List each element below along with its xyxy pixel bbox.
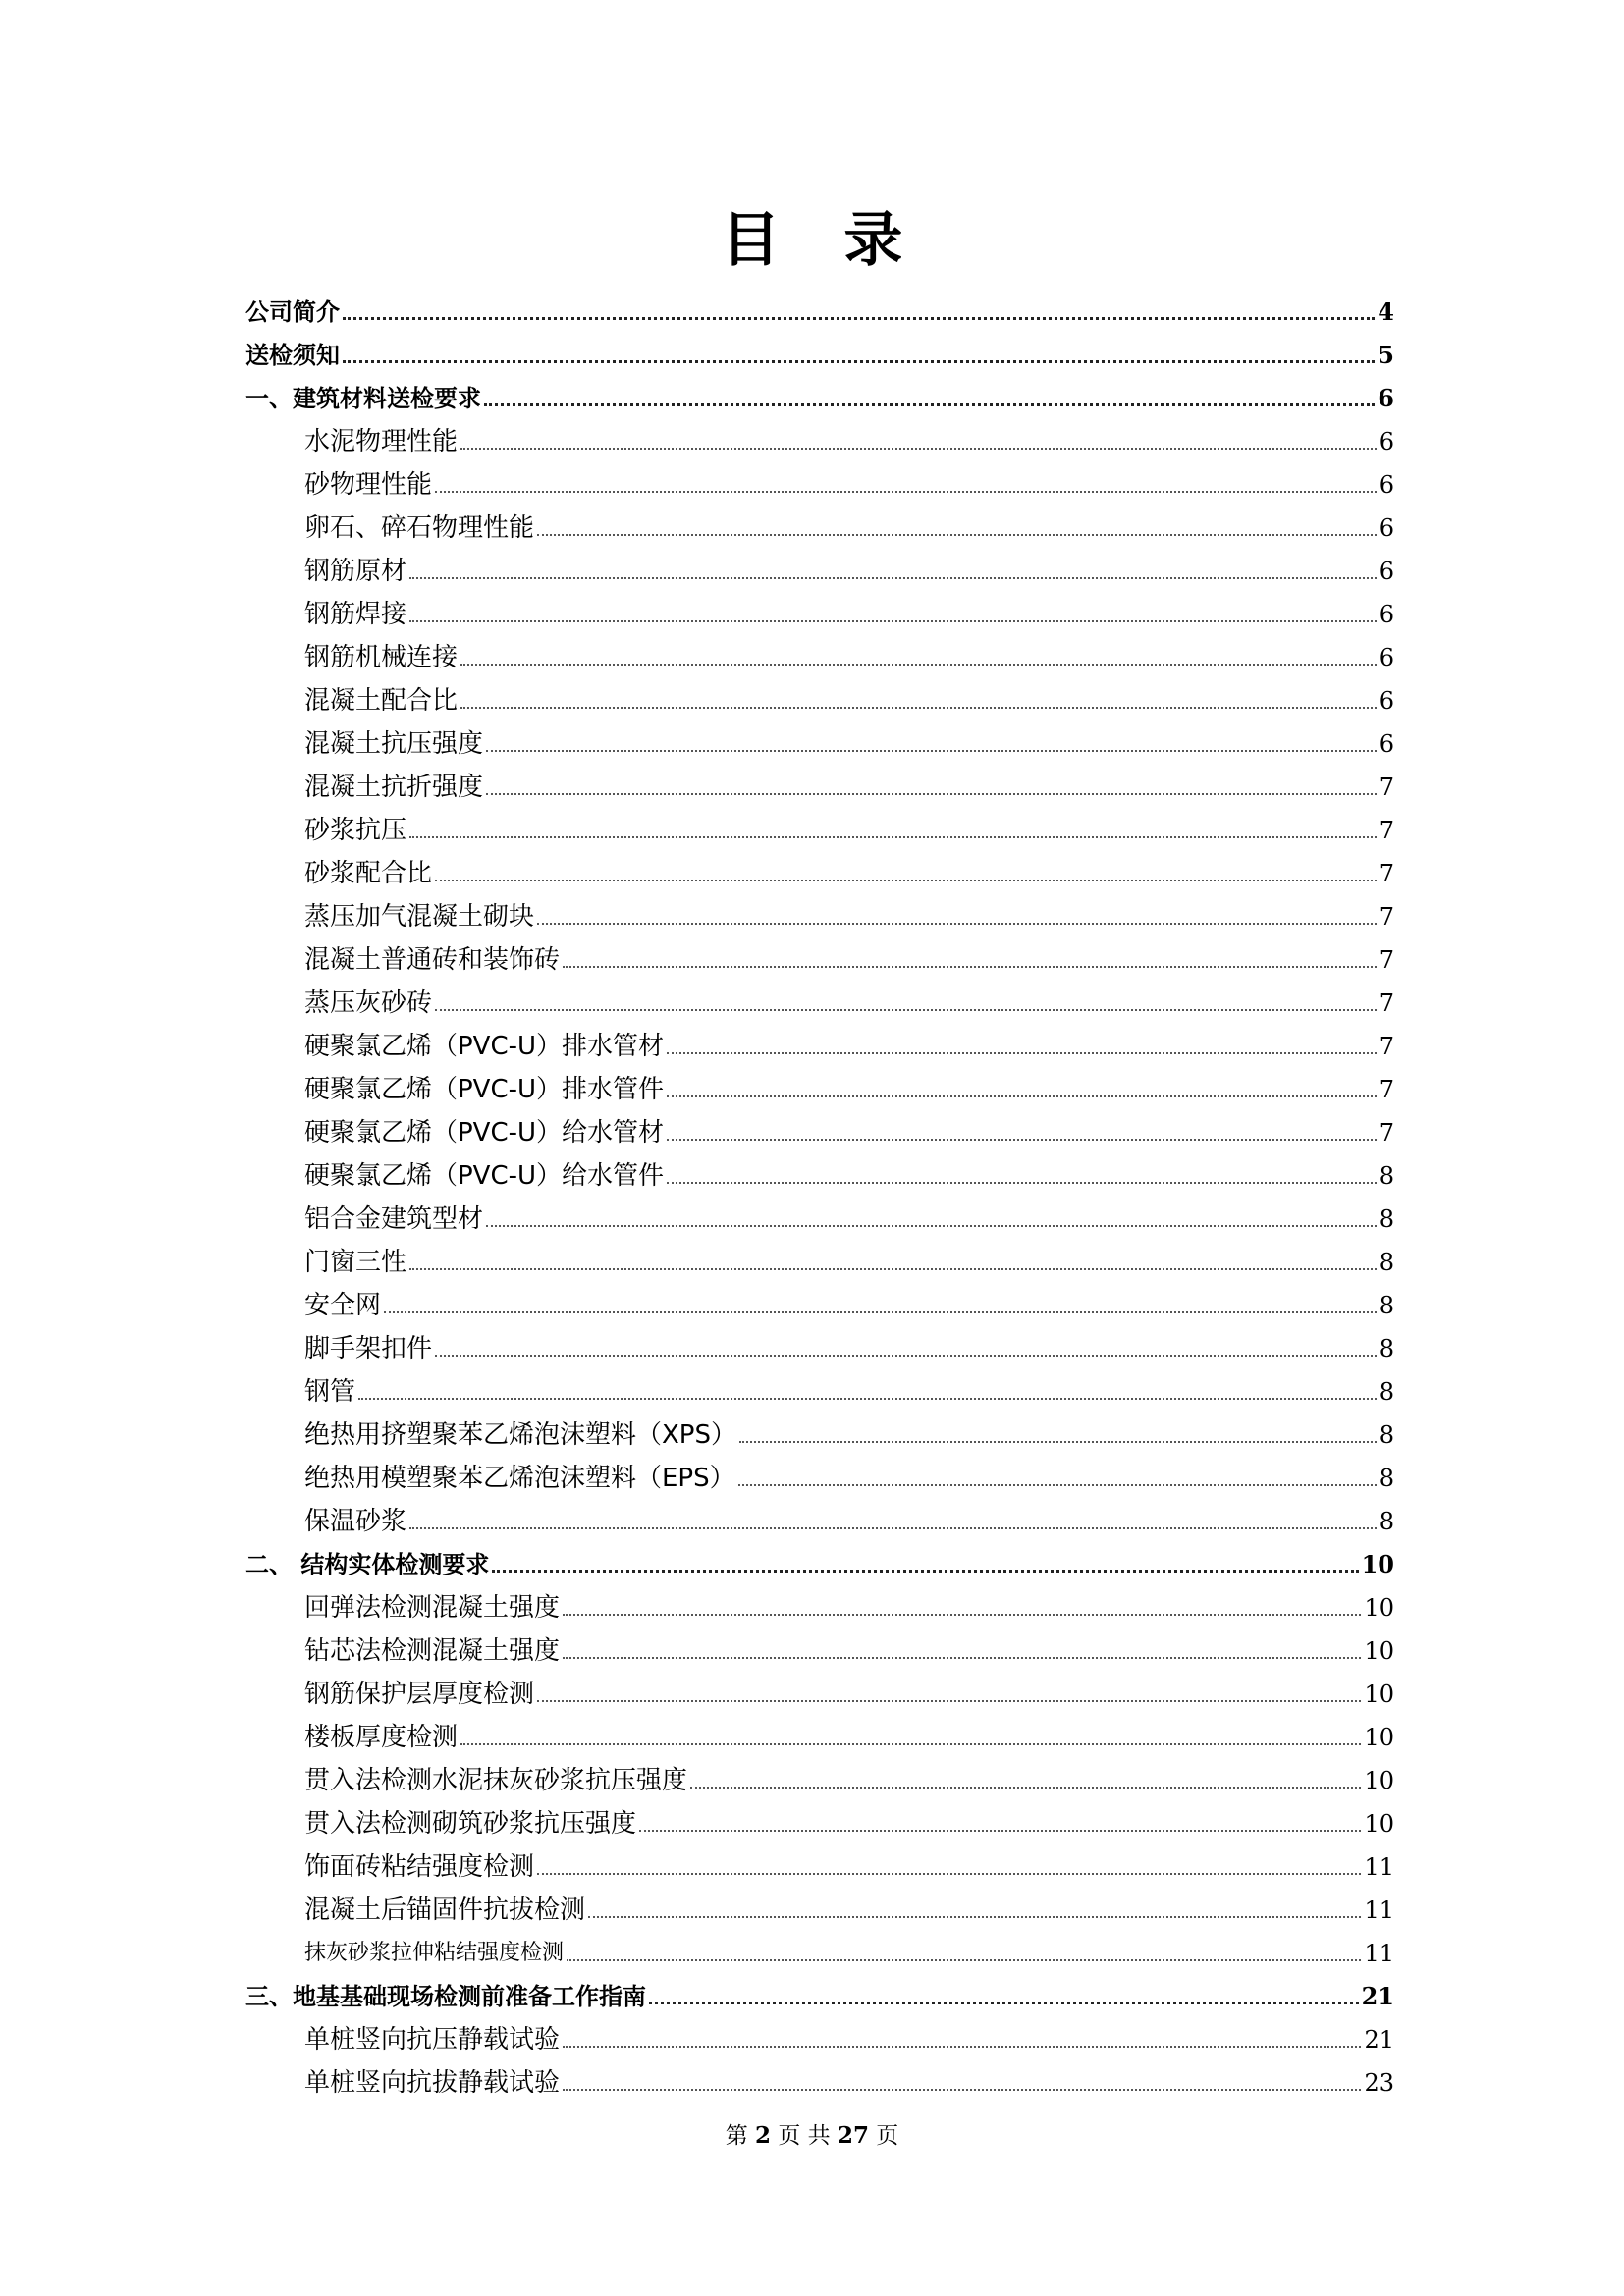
toc-entry-page-number: 10 xyxy=(1364,1767,1394,1794)
toc-entry-title: 二、 结构实体检测要求 xyxy=(245,1551,490,1578)
footer-suffix: 页 xyxy=(876,2123,899,2149)
toc-entry-title: 绝热用挤塑聚苯乙烯泡沫塑料（XPS） xyxy=(304,1420,736,1450)
toc-dot-leader xyxy=(435,491,1377,493)
toc-entry-page-number: 8 xyxy=(1379,1421,1394,1449)
toc-entry-title: 混凝土抗压强度 xyxy=(304,729,484,759)
toc-entry[interactable] xyxy=(245,1236,1394,1279)
toc-entry-title: 混凝土普通砖和装饰砖 xyxy=(304,945,561,975)
toc-entry-title: 单桩竖向抗压静载试验 xyxy=(304,2025,561,2055)
toc-entry-page-number: 8 xyxy=(1379,1508,1394,1535)
toc-entry[interactable] xyxy=(245,1409,1394,1452)
toc-entry-title: 水泥物理性能 xyxy=(304,427,459,456)
toc-entry-page-number: 8 xyxy=(1379,1249,1394,1276)
toc-dot-leader xyxy=(460,1743,1361,1745)
toc-dot-leader xyxy=(435,1009,1377,1011)
toc-dot-leader xyxy=(563,1614,1361,1616)
toc-entry-page-number: 8 xyxy=(1379,1465,1394,1492)
toc-entry-page-number: 6 xyxy=(1379,514,1394,542)
footer-middle: 页 共 xyxy=(778,2123,831,2149)
toc-dot-leader xyxy=(460,448,1377,450)
toc-entry-title: 蒸压灰砂砖 xyxy=(304,988,433,1018)
toc-entry[interactable] xyxy=(245,2013,1394,2056)
toc-entry[interactable] xyxy=(245,458,1394,502)
toc-entry-page-number: 10 xyxy=(1364,1681,1394,1708)
toc-entry-page-number: 5 xyxy=(1378,341,1394,369)
toc-entry-title: 抹灰砂浆拉伸粘结强度检测 xyxy=(304,1941,565,1965)
toc-entry-page-number: 7 xyxy=(1379,817,1394,844)
toc-entry-page-number: 7 xyxy=(1379,1076,1394,1103)
toc-entry[interactable] xyxy=(245,1754,1394,1797)
toc-dot-leader xyxy=(667,1095,1377,1097)
toc-entry[interactable] xyxy=(245,1193,1394,1236)
toc-entry[interactable] xyxy=(245,847,1394,890)
toc-entry-title: 回弹法检测混凝土强度 xyxy=(304,1593,561,1623)
toc-entry-title: 送检须知 xyxy=(245,342,340,369)
toc-entry-title: 硬聚氯乙烯（PVC-U）给水管材 xyxy=(304,1118,665,1148)
toc-dot-leader xyxy=(649,2002,1359,2004)
toc-entry-page-number: 7 xyxy=(1379,989,1394,1017)
toc-entry[interactable] xyxy=(245,1279,1394,1322)
toc-entry-page-number: 10 xyxy=(1364,1810,1394,1838)
toc-dot-leader xyxy=(486,793,1377,795)
toc-entry-title: 蒸压加气混凝土砌块 xyxy=(304,902,535,932)
toc-entry[interactable] xyxy=(245,1452,1394,1495)
toc-entry-title: 混凝土抗折强度 xyxy=(304,773,484,802)
toc-entry-title: 硬聚氯乙烯（PVC-U）排水管件 xyxy=(304,1075,665,1104)
toc-dot-leader xyxy=(667,1052,1377,1054)
toc-entry-page-number: 4 xyxy=(1378,297,1394,326)
toc-entry-page-number: 6 xyxy=(1379,687,1394,715)
toc-entry[interactable] xyxy=(245,1581,1394,1625)
toc-dot-leader xyxy=(486,1225,1377,1227)
page-footer xyxy=(0,2120,1624,2152)
toc-entry-title: 贯入法检测水泥抹灰砂浆抗压强度 xyxy=(304,1766,688,1795)
toc-entry-page-number: 11 xyxy=(1364,1896,1394,1924)
footer-total-pages: 27 xyxy=(837,2122,869,2149)
toc-section-entry[interactable] xyxy=(245,372,1394,415)
toc-entry[interactable] xyxy=(245,1927,1394,1970)
toc-dot-leader xyxy=(492,1570,1358,1573)
toc-entry-page-number: 7 xyxy=(1379,1119,1394,1147)
toc-entry[interactable] xyxy=(245,631,1394,674)
toc-dot-leader xyxy=(567,1959,1361,1961)
toc-entry-title: 一、建筑材料送检要求 xyxy=(245,385,481,412)
toc-entry[interactable] xyxy=(245,502,1394,545)
toc-entry-page-number: 7 xyxy=(1379,903,1394,931)
toc-entry-page-number: 7 xyxy=(1379,774,1394,801)
toc-entry[interactable] xyxy=(245,588,1394,631)
toc-dot-leader xyxy=(486,750,1377,752)
toc-entry[interactable] xyxy=(245,1020,1394,1063)
toc-entry-title: 钻芯法检测混凝土强度 xyxy=(304,1636,561,1666)
toc-entry-title: 脚手架扣件 xyxy=(304,1334,433,1363)
toc-dot-leader xyxy=(409,1268,1377,1270)
toc-entry[interactable] xyxy=(245,977,1394,1020)
toc-entry-title: 钢管 xyxy=(304,1377,356,1407)
toc-dot-leader xyxy=(537,534,1377,536)
toc-entry[interactable] xyxy=(245,1495,1394,1538)
toc-dot-leader xyxy=(435,1355,1377,1357)
toc-entry[interactable] xyxy=(245,934,1394,977)
toc-dot-leader xyxy=(563,2046,1361,2048)
toc-entry-page-number: 6 xyxy=(1379,644,1394,671)
toc-entry-title: 卵石、碎石物理性能 xyxy=(304,513,535,543)
toc-dot-leader xyxy=(435,880,1377,881)
toc-entry[interactable] xyxy=(245,2056,1394,2100)
toc-entry-page-number: 21 xyxy=(1361,1982,1394,2010)
toc-entry-page-number: 6 xyxy=(1379,601,1394,628)
toc-entry-title: 绝热用模塑聚苯乙烯泡沫塑料（EPS） xyxy=(304,1464,735,1493)
toc-entry-page-number: 8 xyxy=(1379,1335,1394,1362)
toc-entry-page-number: 6 xyxy=(1379,428,1394,455)
toc-dot-leader xyxy=(537,923,1377,925)
toc-entry[interactable] xyxy=(245,545,1394,588)
toc-section-entry[interactable] xyxy=(245,1970,1394,2013)
toc-dot-leader xyxy=(537,1700,1361,1702)
toc-dot-leader xyxy=(639,1830,1361,1832)
toc-dot-leader xyxy=(358,1398,1377,1400)
toc-entry[interactable] xyxy=(245,804,1394,847)
toc-entry-title: 混凝土配合比 xyxy=(304,686,459,716)
toc-dot-leader xyxy=(537,1873,1361,1875)
toc-dot-leader xyxy=(667,1182,1377,1184)
page-title: 目 录 xyxy=(721,206,925,275)
table-of-contents xyxy=(245,286,1394,2100)
toc-entry-page-number: 10 xyxy=(1364,1594,1394,1622)
toc-entry-title: 砂浆抗压 xyxy=(304,816,407,845)
toc-entry[interactable] xyxy=(245,1884,1394,1927)
toc-entry-page-number: 23 xyxy=(1364,2069,1394,2097)
toc-entry-title: 砂浆配合比 xyxy=(304,859,433,888)
toc-entry-title: 硬聚氯乙烯（PVC-U）排水管材 xyxy=(304,1032,665,1061)
toc-dot-leader xyxy=(409,1527,1377,1529)
toc-entry-page-number: 6 xyxy=(1379,730,1394,758)
toc-dot-leader xyxy=(384,1311,1377,1313)
toc-dot-leader xyxy=(460,664,1377,666)
toc-section-entry[interactable] xyxy=(245,1538,1394,1581)
toc-dot-leader xyxy=(343,317,1375,320)
toc-entry-page-number: 6 xyxy=(1379,471,1394,499)
toc-entry-title: 钢筋原材 xyxy=(304,557,407,586)
toc-entry-page-number: 6 xyxy=(1378,384,1394,412)
toc-dot-leader xyxy=(690,1787,1361,1789)
toc-entry-title: 钢筋保护层厚度检测 xyxy=(304,1680,535,1709)
toc-dot-leader xyxy=(409,620,1377,622)
toc-section-entry[interactable] xyxy=(245,329,1394,372)
toc-entry-page-number: 7 xyxy=(1379,1033,1394,1060)
toc-entry-page-number: 21 xyxy=(1364,2026,1394,2054)
toc-entry[interactable] xyxy=(245,1063,1394,1106)
footer-prefix: 第 xyxy=(725,2123,748,2149)
toc-entry[interactable] xyxy=(245,1797,1394,1841)
toc-entry[interactable] xyxy=(245,1365,1394,1409)
toc-entry-page-number: 8 xyxy=(1379,1378,1394,1406)
toc-entry[interactable] xyxy=(245,1149,1394,1193)
toc-entry-title: 砂物理性能 xyxy=(304,470,433,500)
toc-dot-leader xyxy=(563,966,1377,968)
toc-entry-page-number: 7 xyxy=(1379,860,1394,887)
toc-entry-title: 楼板厚度检测 xyxy=(304,1723,459,1752)
toc-entry-title: 安全网 xyxy=(304,1291,382,1320)
toc-dot-leader xyxy=(563,1657,1361,1659)
toc-dot-leader xyxy=(738,1484,1377,1486)
toc-entry-title: 单桩竖向抗拔静载试验 xyxy=(304,2068,561,2098)
toc-entry-page-number: 8 xyxy=(1379,1205,1394,1233)
toc-dot-leader xyxy=(409,836,1377,838)
toc-entry-title: 混凝土后锚固件抗拔检测 xyxy=(304,1896,586,1925)
toc-entry-title: 铝合金建筑型材 xyxy=(304,1204,484,1234)
toc-entry-page-number: 10 xyxy=(1361,1550,1394,1578)
toc-entry-title: 三、地基基础现场检测前准备工作指南 xyxy=(245,1983,646,2010)
toc-entry-title: 保温砂浆 xyxy=(304,1507,407,1536)
footer-current-page: 2 xyxy=(755,2122,772,2149)
toc-dot-leader xyxy=(484,403,1375,406)
toc-entry[interactable] xyxy=(245,718,1394,761)
toc-entry-page-number: 7 xyxy=(1379,946,1394,974)
toc-entry[interactable] xyxy=(245,761,1394,804)
toc-entry-title: 钢筋焊接 xyxy=(304,600,407,629)
toc-dot-leader xyxy=(739,1441,1377,1443)
toc-entry[interactable] xyxy=(245,674,1394,718)
toc-entry[interactable] xyxy=(245,1711,1394,1754)
toc-entry-title: 贯入法检测砌筑砂浆抗压强度 xyxy=(304,1809,637,1839)
toc-entry-page-number: 10 xyxy=(1364,1637,1394,1665)
toc-entry[interactable] xyxy=(245,890,1394,934)
toc-entry[interactable] xyxy=(245,1625,1394,1668)
toc-entry-page-number: 6 xyxy=(1379,558,1394,585)
toc-entry-page-number: 11 xyxy=(1364,1853,1394,1881)
toc-entry[interactable] xyxy=(245,1106,1394,1149)
toc-section-entry[interactable] xyxy=(245,286,1394,329)
toc-dot-leader xyxy=(460,707,1377,709)
toc-entry-page-number: 8 xyxy=(1379,1292,1394,1319)
toc-dot-leader xyxy=(667,1139,1377,1141)
toc-entry-title: 硬聚氯乙烯（PVC-U）给水管件 xyxy=(304,1161,665,1191)
toc-entry-title: 饰面砖粘结强度检测 xyxy=(304,1852,535,1882)
toc-entry[interactable] xyxy=(245,1841,1394,1884)
toc-entry[interactable] xyxy=(245,415,1394,458)
toc-dot-leader xyxy=(343,360,1375,363)
toc-entry-page-number: 10 xyxy=(1364,1724,1394,1751)
toc-dot-leader xyxy=(563,2089,1361,2091)
toc-entry[interactable] xyxy=(245,1668,1394,1711)
toc-dot-leader xyxy=(409,577,1377,579)
toc-entry-page-number: 11 xyxy=(1364,1940,1394,1967)
toc-entry-page-number: 8 xyxy=(1379,1162,1394,1190)
toc-entry-title: 公司简介 xyxy=(245,298,340,326)
toc-entry-title: 钢筋机械连接 xyxy=(304,643,459,672)
toc-dot-leader xyxy=(588,1916,1361,1918)
toc-entry[interactable] xyxy=(245,1322,1394,1365)
toc-entry-title: 门窗三性 xyxy=(304,1248,407,1277)
